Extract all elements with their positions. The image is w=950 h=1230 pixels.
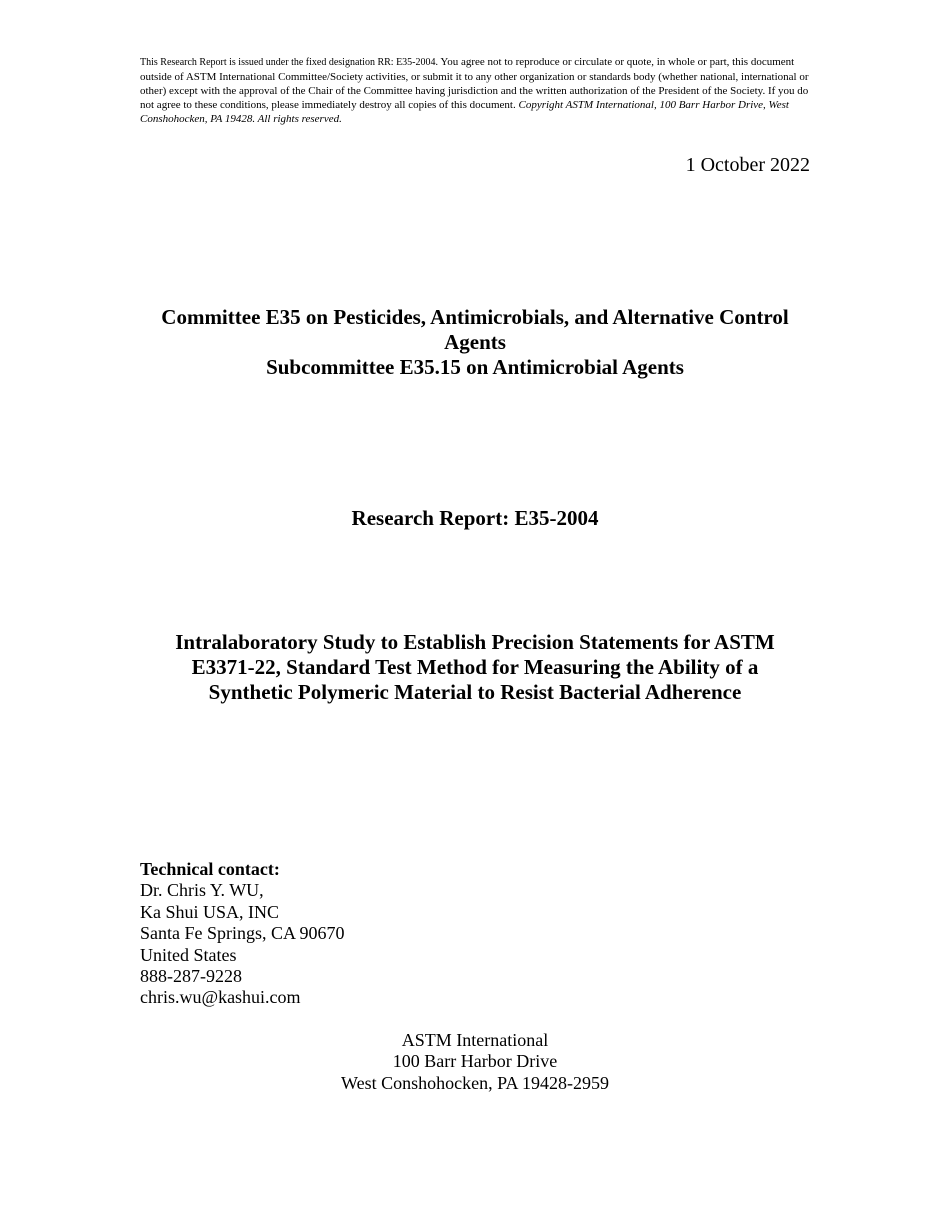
- astm-address: [140, 1030, 810, 1094]
- copyright-notice: [140, 55, 810, 126]
- contact-email: chris.wu@kashui.com: [140, 987, 301, 1008]
- address-org: ASTM International: [401, 1030, 549, 1050]
- study-title-line-1: Intralaboratory Study to Establish Precision Statements for ASTM: [175, 630, 775, 654]
- study-title-line-2: E3371-22, Standard Test Method for Measuring the Ability of a: [191, 655, 759, 679]
- committee-line-1: Committee E35 on Pesticides, Antimicrobials, and Alternative Control: [161, 305, 789, 329]
- contact-phone: 888-287-9228: [140, 966, 242, 987]
- committee-line-2: Agents: [444, 330, 506, 354]
- contact-label: Technical contact:: [140, 859, 280, 879]
- committee-heading: [140, 305, 810, 380]
- contact-country: United States: [140, 944, 237, 965]
- address-street: 100 Barr Harbor Drive: [392, 1051, 558, 1072]
- report-date: 1 October 2022: [685, 154, 810, 176]
- research-report-title: Research Report: E35-2004: [351, 506, 599, 530]
- notice-body: You agree not to reproduce or circulate or quote, in whole or part, this document outside of ASTM International Committee/Society activities, or submit it to any other organization or standards body (whether national, international or other) except with the approval of the Chair of the Committee having jurisdiction and the written authorization of the President of the Society. If you do not agree to these conditions, please immediately destroy all copies of this document.: [140, 56, 809, 111]
- technical-contact: [140, 859, 540, 1009]
- notice-copyright: Copyright ASTM International, 100 Barr Harbor Drive, West Conshohocken, PA 19428. All rights reserved.: [140, 99, 789, 125]
- study-title: [150, 630, 800, 705]
- notice-lead: This Research Report is issued under the fixed designation RR: E35-2004.: [140, 57, 439, 68]
- address-city: West Conshohocken, PA 19428-2959: [341, 1072, 609, 1093]
- subcommittee-line: Subcommittee E35.15 on Antimicrobial Agents: [266, 355, 684, 379]
- contact-company: Ka Shui USA, INC: [140, 901, 280, 922]
- study-title-line-3: Synthetic Polymeric Material to Resist Bacterial Adherence: [208, 680, 742, 704]
- contact-name: Dr. Chris Y. WU,: [140, 880, 264, 901]
- contact-city: Santa Fe Springs, CA 90670: [140, 923, 345, 944]
